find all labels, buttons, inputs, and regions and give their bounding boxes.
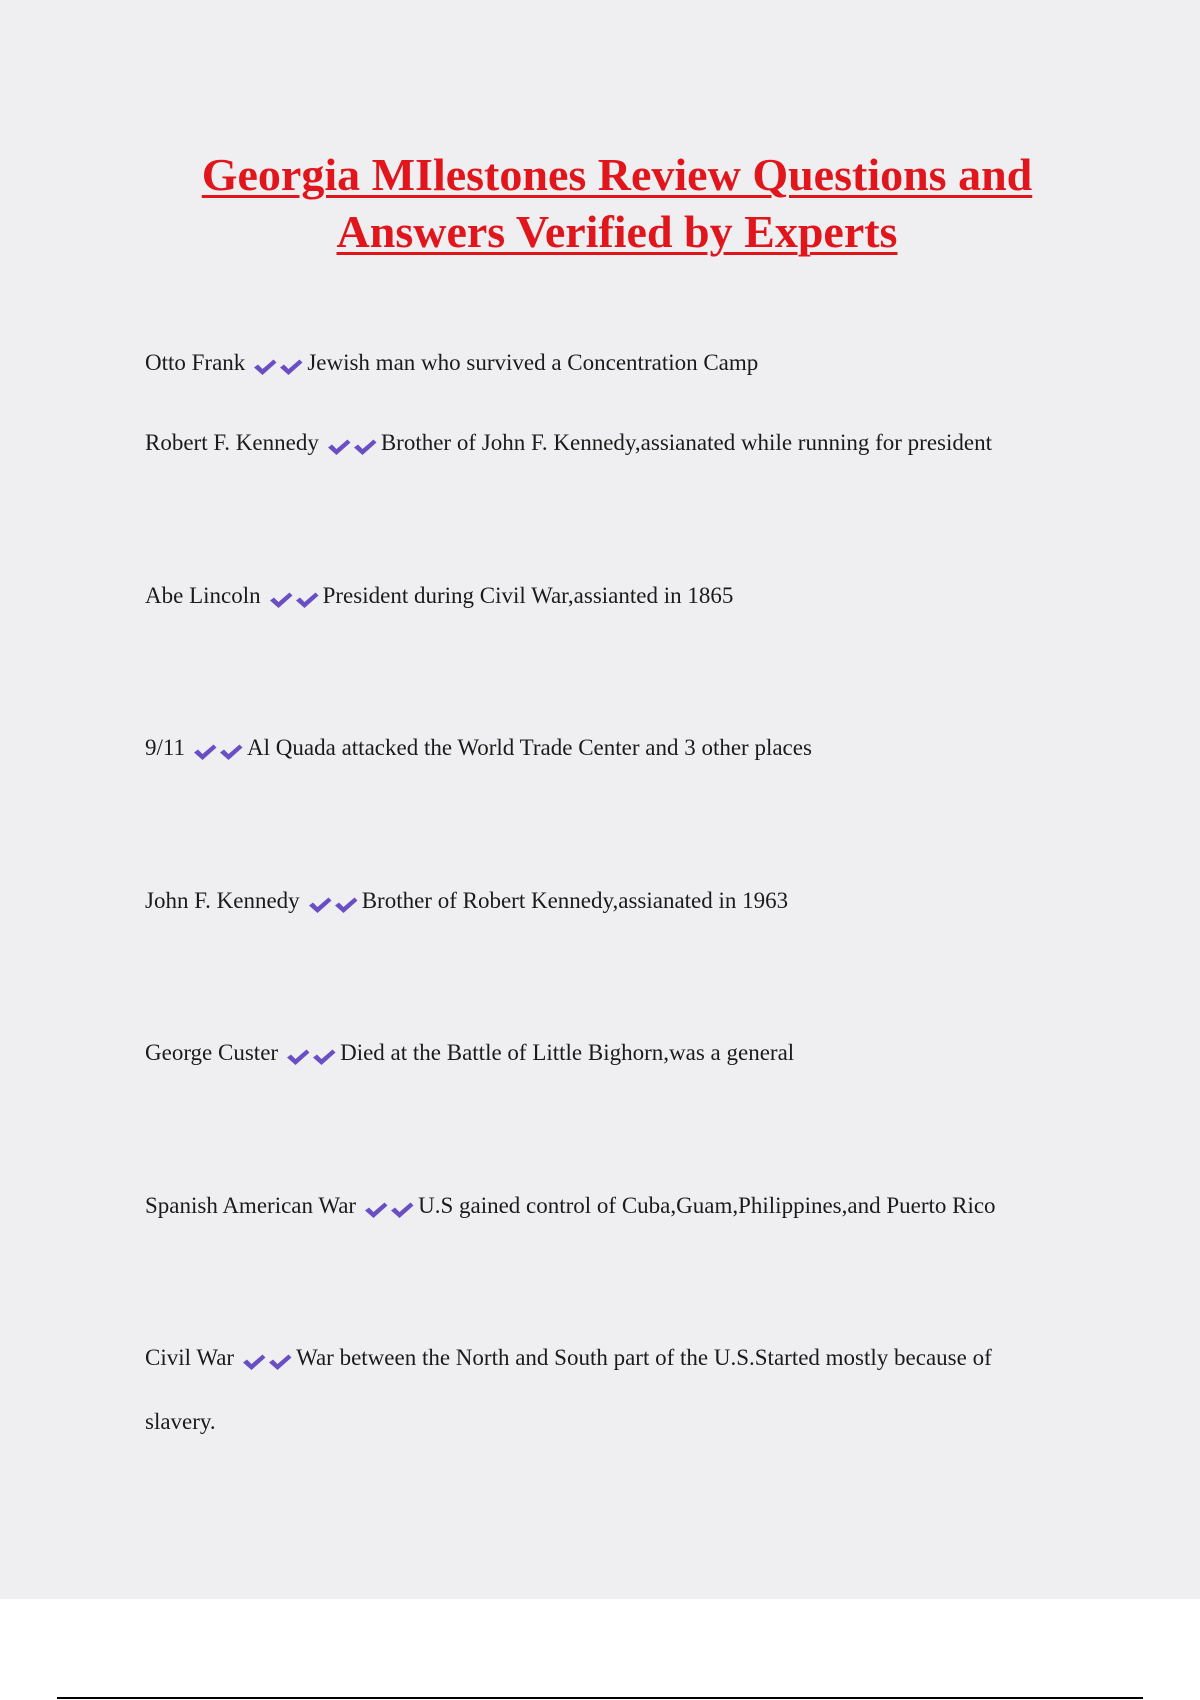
entry-otto-frank	[145, 332, 1065, 396]
double-check-icon	[363, 1177, 415, 1239]
entry-term: Abe Lincoln	[145, 583, 261, 608]
entry-term: Robert F. Kennedy	[145, 430, 319, 455]
document-title: Georgia MIlestones Review Questions and Answers Verified by Experts	[201, 149, 1033, 257]
entry-spanish-american-war	[145, 1175, 1065, 1239]
double-check-icon	[268, 567, 320, 629]
entry-term: Civil War	[145, 1345, 235, 1370]
entry-definition: Brother of John F. Kennedy,assianated while running for president	[380, 430, 992, 455]
double-check-icon	[285, 1024, 337, 1086]
double-check-icon	[192, 719, 244, 781]
double-check-icon	[241, 1329, 293, 1391]
check-icon	[241, 1352, 267, 1372]
entry-robert-kennedy	[145, 412, 1065, 476]
entry-definition: Al Quada attacked the World Trade Center and 3 other places	[247, 735, 812, 760]
check-icon	[252, 357, 278, 377]
check-icon	[294, 590, 320, 610]
double-check-icon	[326, 414, 378, 476]
footer-divider	[57, 1697, 1143, 1699]
check-icon	[218, 742, 244, 762]
check-icon	[352, 437, 378, 457]
entry-term: Spanish American War	[145, 1193, 357, 1218]
check-icon	[333, 895, 359, 915]
entry-definition: President during Civil War,assianted in 1865	[322, 583, 734, 608]
check-icon	[326, 437, 352, 457]
entry-term: Otto Frank	[145, 350, 246, 375]
entry-term: George Custer	[145, 1040, 279, 1065]
entry-definition: Jewish man who survived a Concentration Camp	[307, 350, 759, 375]
double-check-icon	[252, 334, 304, 396]
entry-9-11	[145, 717, 1065, 781]
check-icon	[278, 357, 304, 377]
entry-civil-war	[145, 1327, 1065, 1453]
check-icon	[389, 1200, 415, 1220]
check-icon	[363, 1200, 389, 1220]
check-icon	[192, 742, 218, 762]
check-icon	[285, 1047, 311, 1067]
entry-definition: U.S gained control of Cuba,Guam,Philippines,and Puerto Rico	[418, 1193, 996, 1218]
entry-definition: Died at the Battle of Little Bighorn,was a general	[340, 1040, 795, 1065]
entry-term: 9/11	[145, 735, 186, 760]
entry-term: John F. Kennedy	[145, 888, 300, 913]
entry-definition: Brother of Robert Kennedy,assianated in 1963	[361, 888, 789, 913]
entry-abe-lincoln	[145, 565, 1065, 629]
check-icon	[267, 1352, 293, 1372]
double-check-icon	[307, 872, 359, 934]
check-icon	[311, 1047, 337, 1067]
check-icon	[268, 590, 294, 610]
entry-george-custer	[145, 1022, 1065, 1086]
entry-john-kennedy	[145, 870, 1065, 934]
entry-definition: War between the North and South part of the U.S.Started mostly because of slavery.	[145, 1345, 992, 1434]
check-icon	[307, 895, 333, 915]
